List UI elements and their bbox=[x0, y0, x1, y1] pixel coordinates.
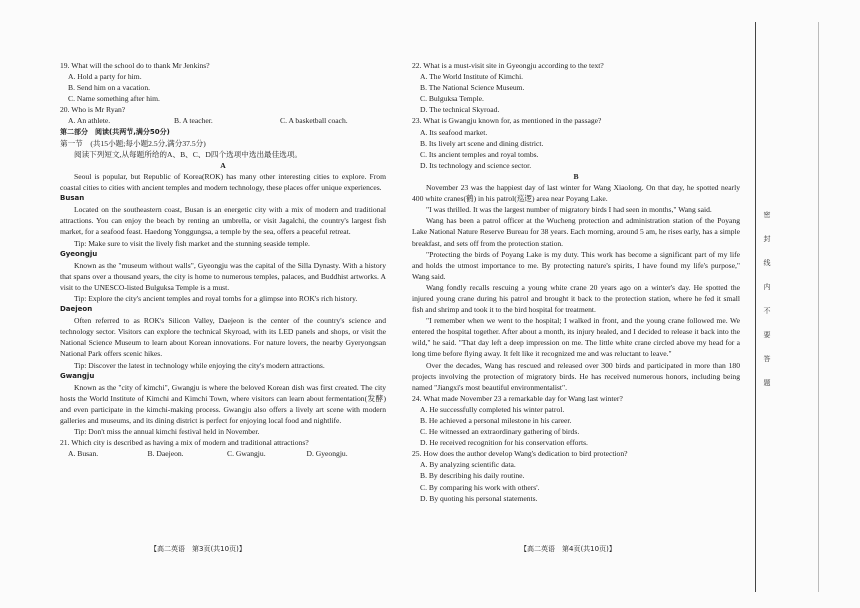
q24-option-b: B. He achieved a personal milestone in his career. bbox=[420, 416, 572, 425]
seal-char: 答 bbox=[763, 355, 771, 363]
q20-options bbox=[60, 115, 386, 126]
q21-options bbox=[60, 448, 386, 459]
page-footer-right: 【高二英语 第4页(共10页)】 bbox=[520, 545, 616, 553]
passage-b-paragraph-2: "I was thrilled. It was the largest number of migratory birds I had seen in months," Wang said. bbox=[426, 205, 712, 215]
instructions: 阅读下列短文,从每题所给的A、B、C、D四个选项中选出最佳选项。 bbox=[74, 149, 303, 159]
question-22: 22. What is a must-visit site in Gyeongju according to the text? bbox=[412, 61, 604, 70]
q22-option-b: B. The National Science Museum. bbox=[420, 83, 525, 93]
q24-option-d: D. He received recognition for his conservation efforts. bbox=[420, 438, 588, 448]
q19-option-c: C. Name something after him. bbox=[68, 94, 160, 104]
q24-option-a: A. He successfully completed his winter patrol. bbox=[420, 404, 565, 414]
q25-option-d: D. By quoting his personal statements. bbox=[420, 493, 538, 503]
passage-b-label: B bbox=[573, 171, 579, 181]
q22-option-d: D. The technical Skyroad. bbox=[420, 105, 500, 115]
q21-option-b: B. Daejeon. bbox=[147, 449, 184, 459]
section-one-heading: 第一节 (共15小题;每小题2.5分,满分37.5分) bbox=[60, 138, 206, 148]
daejeon-tip: Tip: Discover the latest in technology while enjoying the city's modern attractions. bbox=[74, 360, 325, 370]
passage-b-paragraph-5: Wang fondly recalls rescuing a young white crane 20 years ago on a winter's day. He spotted the injured young crane during his patrol and brought it back to the protection station, where he fed it small fish and shrimp and took it to the bird hospital for treatment. bbox=[412, 282, 740, 315]
q23-option-d: D. Its technology and science sector. bbox=[420, 160, 532, 170]
q25-option-c: C. By comparing his work with others'. bbox=[420, 482, 540, 492]
question-21: 21. Which city is described as having a mix of modern and traditional attractions? bbox=[60, 438, 309, 448]
gyeongju-heading: Gyeongju bbox=[60, 249, 98, 258]
q22-option-a: A. The World Institute of Kimchi. bbox=[420, 72, 524, 82]
q19-option-a: A. Hold a party for him. bbox=[68, 72, 142, 82]
passage-b-paragraph-1: November 23 was the happiest day of last winter for Wang Xiaolong. On that day, he spotted nearly 400 white cranes(鹤) in his patrol(巡逻) area near Poyang Lake. bbox=[412, 183, 740, 204]
passage-b-paragraph-3: Wang has been a patrol officer at the Wucheng protection and administration station of the Poyang Lake National Nature Reserve Bureau for 38 years. Each morning, around 5 am, he rises early, has a simple breakfast, and sets off from the protection station. bbox=[412, 216, 740, 248]
passage-b-paragraph-4: "Protecting the birds of Poyang Lake is my duty. This work has become a significant part of my life and holds the utmost importance to me. By protecting nature's spirits, I have found my life's purpose," Wang said. bbox=[412, 249, 740, 281]
passage-a-label: A bbox=[220, 160, 226, 170]
busan-heading: Busan bbox=[60, 194, 85, 203]
gwangju-heading: Gwangju bbox=[60, 371, 95, 380]
left-column bbox=[60, 60, 386, 459]
passage-b-paragraph-6: "I remember when we went to the hospital; I walked in front, and the young crane followed me. We entered the hospital together. After about a month, its injury healed, and I decided to release it back into the wild," he said. "That day left a deep impression on me. The little white crane circled above my head for a long time before flying away. It felt like it recognized me and was reluctant to leave." bbox=[412, 316, 740, 359]
question-19: 19. What will the school do to thank Mr Jenkins? bbox=[60, 61, 210, 70]
question-24: 24. What made November 23 a remarkable day for Wang last winter? bbox=[412, 393, 623, 403]
q21-option-c: C. Gwangju. bbox=[227, 449, 266, 459]
question-20: 20. Who is Mr Ryan? bbox=[60, 105, 126, 115]
passage-b-paragraph-7: Over the decades, Wang has rescued and released over 300 birds and participated in more than 180 projects involving the protection of migratory birds. He has received numerous honors, including being named "Jiangxi's most beautiful environmentalist". bbox=[412, 360, 740, 392]
part-two-heading: 第二部分 阅读(共两节,满分50分) bbox=[60, 127, 170, 136]
passage-a-intro: Seoul is popular, but Republic of Korea(ROK) has many other interesting cities to explore. From coastal cities to cities with ancient temples and modern technology, these places offer unique experiences. bbox=[60, 171, 386, 193]
seal-char: 封 bbox=[763, 235, 771, 243]
daejeon-heading: Daejeon bbox=[60, 305, 93, 314]
q23-option-a: A. Its seafood market. bbox=[420, 127, 488, 137]
q20-option-a: A. An athlete. bbox=[68, 116, 111, 126]
gwangju-tip: Tip: Don't miss the annual kimchi festival held in November. bbox=[74, 427, 260, 437]
page-footer-left: 【高二英语 第3页(共10页)】 bbox=[150, 545, 246, 553]
margin-line bbox=[818, 22, 819, 592]
q21-option-d: D. Gyeongju. bbox=[306, 449, 348, 459]
q22-option-c: C. Bulguksa Temple. bbox=[420, 94, 484, 104]
q23-option-b: B. Its lively art scene and dining district. bbox=[420, 138, 544, 148]
q25-option-b: B. By describing his daily routine. bbox=[420, 471, 525, 481]
busan-tip: Tip: Make sure to visit the lively fish market and the stunning seaside temple. bbox=[74, 238, 310, 248]
q20-option-c: C. A basketball coach. bbox=[280, 116, 348, 126]
question-25: 25. How does the author develop Wang's dedication to bird protection? bbox=[412, 449, 628, 459]
q20-option-b: B. A teacher. bbox=[174, 116, 213, 126]
seal-char: 要 bbox=[763, 331, 771, 339]
question-23: 23. What is Gwangju known for, as mentioned in the passage? bbox=[412, 116, 602, 126]
gwangju-paragraph: Known as the "city of kimchi", Gwangju is where the beloved Korean dish was first created. The city hosts the World Institute of Kimchi and Kimchi Town, where visitors can learn about fermentation(发酵) and even participate in the kimchi-making process. Gwangju also offers a lively art scene with modern galleries and museums, and its dining district is perfect for enjoying local food and nightlife. bbox=[60, 382, 386, 425]
gyeongju-paragraph: Known as the "museum without walls", Gyeongju was the capital of the Silla Dynasty. With a history that spans over a thousand years, the city is home to numerous temples, palaces, and Buddhist artworks. A visit to the UNESCO-listed Bulguksa Temple is a must. bbox=[60, 260, 386, 292]
q19-option-b: B. Send him on a vacation. bbox=[68, 83, 151, 93]
q21-option-a: A. Busan. bbox=[68, 449, 99, 459]
q24-option-c: C. He witnessed an extraordinary gathering of birds. bbox=[420, 427, 580, 437]
busan-paragraph: Located on the southeastern coast, Busan is an energetic city with a mix of modern and traditional attractions. You can enjoy the beach by renting an umbrella, or visit Jagalchi, the country's largest fish market, for a seafood feast. Haedong Yonggungsa, a temple by the sea, offers a peaceful retreat. bbox=[60, 205, 386, 237]
gyeongju-tip: Tip: Explore the city's ancient temples and royal tombs for a glimpse into ROK's rich history. bbox=[74, 293, 358, 303]
daejeon-paragraph: Often referred to as ROK's Silicon Valley, Daejeon is the center of the country's science and technology sector. Visitors can explore the technical Skyroad, with its LED panels and shops, or visit the National Science Museum to learn about Korean innovations. For nature lovers, the nearby Gyeryongsan National Park offers scenic hikes. bbox=[60, 316, 386, 359]
seal-char: 题 bbox=[763, 379, 771, 387]
q25-option-a: A. By analyzing scientific data. bbox=[420, 460, 516, 470]
seal-line bbox=[755, 22, 756, 592]
seal-char: 不 bbox=[763, 307, 771, 315]
q23-option-c: C. Its ancient temples and royal tombs. bbox=[420, 149, 539, 159]
right-column bbox=[412, 60, 740, 504]
seal-char: 内 bbox=[763, 283, 771, 291]
seal-char: 密 bbox=[763, 211, 771, 219]
seal-text bbox=[760, 210, 774, 402]
seal-char: 线 bbox=[763, 259, 771, 267]
